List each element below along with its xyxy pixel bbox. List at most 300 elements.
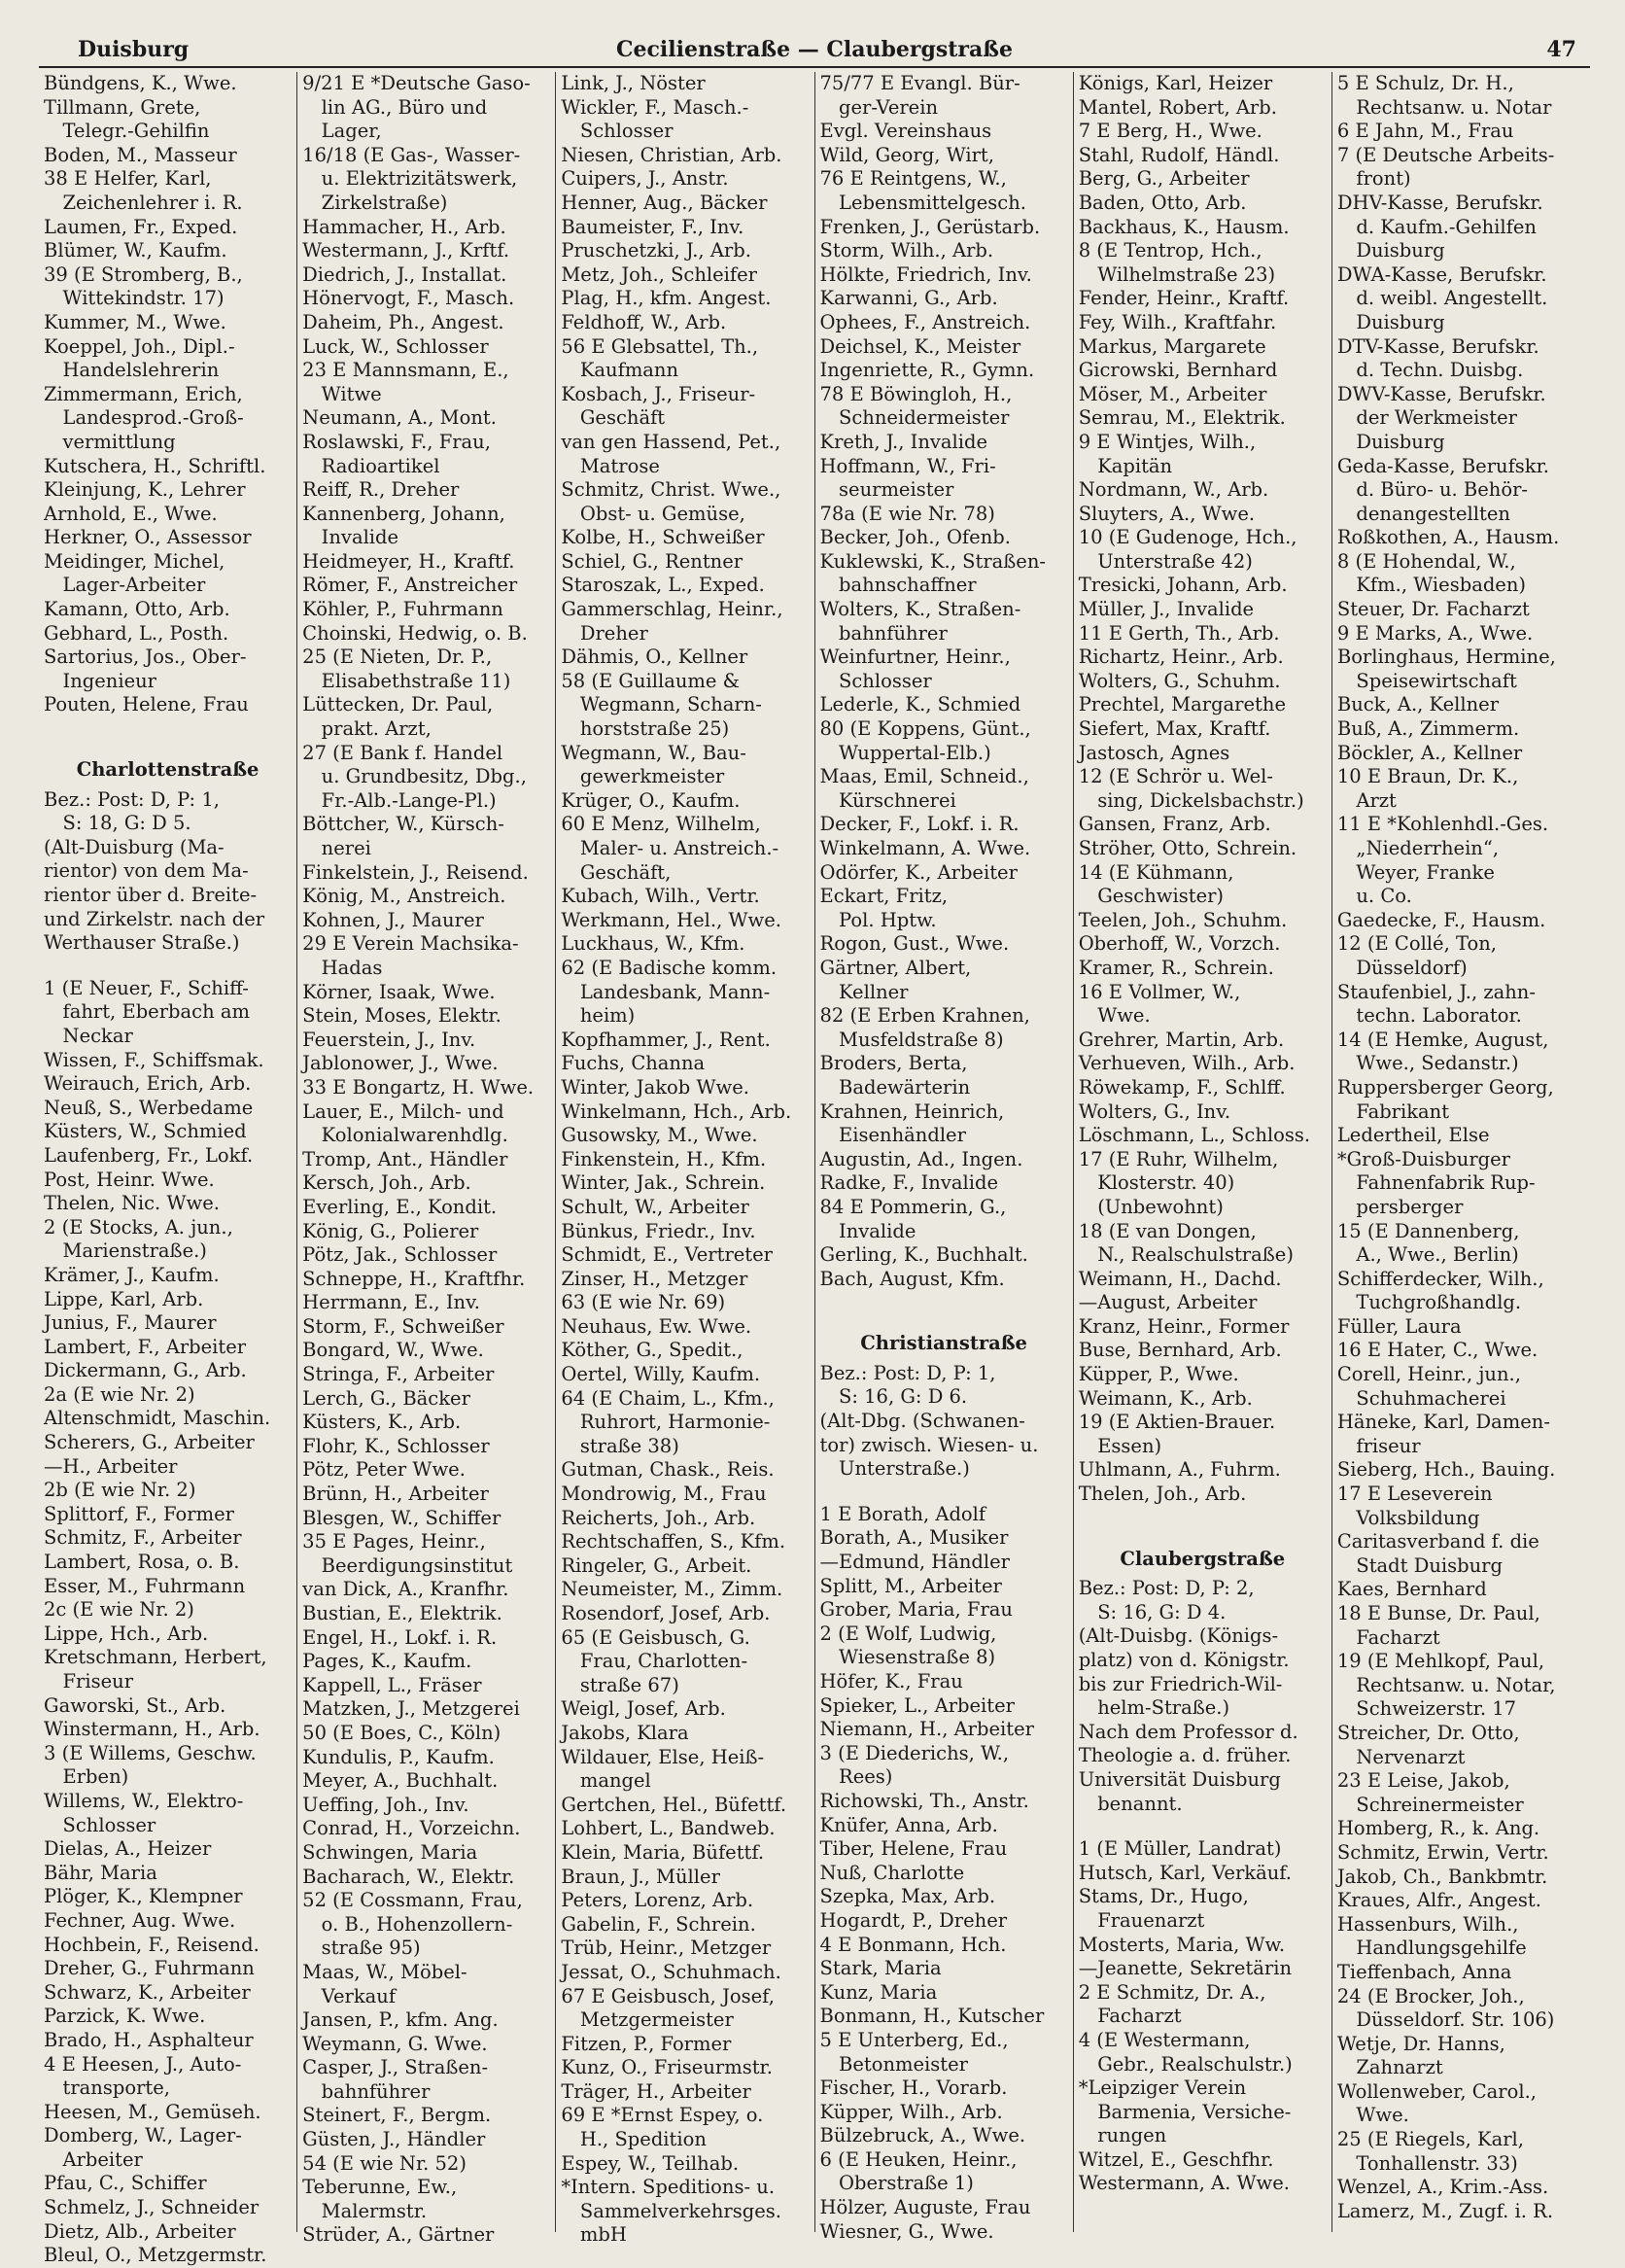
directory-entry: 16/18 (E Gas-, Wasser- bbox=[302, 143, 521, 166]
directory-entry: Mantel, Robert, Arb. bbox=[1078, 95, 1277, 119]
directory-entry: Splittorf, F., Former bbox=[44, 1502, 234, 1525]
directory-entry: 15 (E Dannenberg, bbox=[1336, 1219, 1520, 1242]
directory-entry: Dickermann, G., Arb. bbox=[44, 1359, 247, 1382]
directory-entry: Gicrowski, Bernhard bbox=[1078, 359, 1278, 382]
directory-entry: 29 E Verein Machsika- bbox=[302, 932, 519, 956]
directory-entry: Wiesenstraße 8) bbox=[819, 1646, 996, 1669]
directory-entry: helm-Straße.) bbox=[1078, 1696, 1230, 1720]
directory-entry: Krüger, O., Kaufm. bbox=[561, 788, 741, 812]
directory-entry: Fitzen, P., Former bbox=[561, 2032, 732, 2055]
directory-entry: 7 (E Deutsche Arbeits- bbox=[1336, 143, 1555, 166]
directory-entry: 67 E Geisbusch, Josef, bbox=[561, 1984, 775, 2007]
directory-entry: 69 E *Ernst Espey, o. bbox=[561, 2104, 764, 2127]
directory-entry: Homberg, R., k. Ang. bbox=[1336, 1817, 1540, 1840]
directory-entry: Lohbert, L., Bandweb. bbox=[561, 1817, 776, 1840]
directory-entry: Handlungsgehilfe bbox=[1336, 1937, 1527, 1960]
directory-entry: Böttcher, W., Kürsch- bbox=[302, 813, 504, 836]
directory-entry: Tuchgroßhandlg. bbox=[1336, 1291, 1522, 1314]
directory-entry: Stein, Moses, Elektr. bbox=[302, 1004, 501, 1028]
directory-entry: Schmitz, F., Arbeiter bbox=[44, 1526, 242, 1550]
directory-entry: Kaufmann bbox=[561, 359, 679, 382]
directory-entry: Küsters, W., Schmied bbox=[44, 1120, 247, 1143]
directory-entry: Schult, W., Arbeiter bbox=[561, 1195, 749, 1218]
directory-entry: Jakobs, Klara bbox=[561, 1721, 689, 1744]
directory-entry: Meidinger, Michel, bbox=[44, 549, 225, 573]
directory-entry: straße 38) bbox=[561, 1434, 679, 1457]
directory-entry: van Dick, A., Kranfhr. bbox=[302, 1578, 509, 1601]
directory-entry: Nordmann, W., Arb. bbox=[1078, 478, 1269, 502]
directory-entry: Kfm., Wiesbaden) bbox=[1336, 574, 1527, 597]
directory-entry: Betonmeister bbox=[819, 2052, 968, 2076]
directory-entry: Kuklewski, K., Straßen- bbox=[819, 549, 1046, 573]
directory-entry: Semrau, M., Elektrik. bbox=[1078, 406, 1286, 430]
directory-entry: 12 (E Schrör u. Wel- bbox=[1078, 765, 1273, 788]
directory-entry: Strüder, A., Gärtner bbox=[302, 2223, 495, 2247]
directory-entry: Steinert, F., Bergm. bbox=[302, 2104, 492, 2127]
directory-entry: Fuchs, Channa bbox=[561, 1052, 706, 1075]
directory-entry: Winkelmann, Hch., Arb. bbox=[561, 1099, 792, 1123]
directory-entry: Deichsel, K., Meister bbox=[819, 334, 1021, 358]
directory-entry: Essen) bbox=[1078, 1434, 1162, 1457]
directory-entry: Tonhallenstr. 33) bbox=[1336, 2151, 1518, 2175]
directory-entry: Schlosser bbox=[44, 1813, 156, 1836]
directory-entry: Gaworski, St., Arb. bbox=[44, 1693, 226, 1717]
directory-entry: Schmitz, Erwin, Vertr. bbox=[1336, 1840, 1549, 1864]
directory-entry: Luck, W., Schlosser bbox=[302, 334, 489, 358]
directory-entry: Facharzt bbox=[1336, 1625, 1440, 1649]
directory-entry: Körner, Isaak, Wwe. bbox=[302, 980, 496, 1003]
directory-entry: DWV-Kasse, Berufskr. bbox=[1336, 382, 1546, 405]
directory-entry: Invalide bbox=[302, 526, 399, 549]
directory-entry: S: 16, G: D 4. bbox=[1078, 1600, 1227, 1623]
directory-entry: Splitt, M., Arbeiter bbox=[819, 1574, 1002, 1597]
directory-entry: Streicher, Dr. Otto, bbox=[1336, 1721, 1520, 1744]
directory-entry: Krahnen, Heinrich, bbox=[819, 1099, 1005, 1123]
directory-entry: Köther, G., Spedit., bbox=[561, 1339, 743, 1362]
section-gap bbox=[1079, 1507, 1327, 1528]
directory-entry: 54 (E wie Nr. 52) bbox=[302, 2151, 467, 2175]
directory-entry: Westermann, A. Wwe. bbox=[1078, 2172, 1290, 2195]
directory-entry: Grehrer, Martin, Arb. bbox=[1078, 1028, 1285, 1051]
directory-entry: Weymann, G. Wwe. bbox=[302, 2032, 488, 2055]
directory-entry: Wwe. bbox=[1336, 2104, 1409, 2127]
directory-entry: Lager-Arbeiter bbox=[44, 574, 206, 597]
directory-entry: Wuppertal-Elb.) bbox=[819, 741, 991, 764]
directory-entry: Bustian, E., Elektrik. bbox=[302, 1602, 502, 1624]
directory-entry: Verhueven, Wilh., Arb. bbox=[1078, 1052, 1296, 1075]
directory-entry: Prechtel, Margarethe bbox=[1078, 693, 1286, 716]
directory-entry: 27 (E Bank f. Handel bbox=[302, 741, 503, 764]
page-number: 47 bbox=[1546, 37, 1576, 62]
directory-entry: Kürschnerei bbox=[819, 788, 956, 812]
directory-entry: *Leipziger Verein bbox=[1078, 2076, 1247, 2100]
directory-entry: 2a (E wie Nr. 2) bbox=[44, 1382, 195, 1406]
directory-entry: Rechtsanw. u. Notar, bbox=[1336, 1673, 1556, 1696]
directory-entry: Lager, bbox=[302, 120, 382, 143]
directory-entry: 4 E Heesen, J., Auto- bbox=[44, 2052, 242, 2076]
directory-entry: Gaedecke, F., Hausm. bbox=[1336, 908, 1546, 931]
directory-entry: Ruppersberger Georg, bbox=[1336, 1075, 1554, 1099]
column-1 bbox=[39, 72, 297, 2267]
directory-entry: Kretschmann, Herbert, bbox=[44, 1646, 267, 1669]
directory-entry: Lüttecken, Dr. Paul, bbox=[302, 693, 494, 716]
directory-entry: Gammerschlag, Heinr., bbox=[561, 598, 783, 621]
directory-entry: Laufenberg, Fr., Lokf. bbox=[44, 1143, 254, 1167]
directory-entry: Jakob, Ch., Bankbmtr. bbox=[1336, 1865, 1548, 1888]
directory-entry: Hönervogt, F., Masch. bbox=[302, 287, 515, 310]
directory-entry: Schlosser bbox=[561, 120, 674, 143]
directory-entry: und Zirkelstr. nach der bbox=[44, 907, 265, 930]
directory-entry: Henner, Aug., Bäcker bbox=[561, 191, 768, 214]
directory-entry: Weinfurtner, Heinr., bbox=[819, 646, 1011, 669]
directory-entry: Fr.-Alb.-Lange-Pl.) bbox=[302, 788, 497, 812]
directory-entry: Cuipers, J., Anstr. bbox=[561, 167, 729, 191]
directory-entry: Ophees, F., Anstreich. bbox=[819, 310, 1031, 333]
directory-entry: Zimmermann, Erich, bbox=[44, 382, 243, 405]
directory-entry: 78 E Böwingloh, H., bbox=[819, 382, 1013, 405]
directory-entry: Obst- u. Gemüse, bbox=[561, 502, 745, 525]
directory-entry: Schuhmacherei bbox=[1336, 1386, 1506, 1410]
directory-entry: Rechtsanw. u. Notar bbox=[1336, 95, 1552, 119]
directory-entry: Unterstraße 42) bbox=[1078, 549, 1253, 573]
directory-entry: Esser, M., Fuhrmann bbox=[44, 1574, 246, 1597]
directory-entry: 6 E Jahn, M., Frau bbox=[1336, 120, 1514, 143]
directory-entry: Kolbe, H., Schweißer bbox=[561, 526, 765, 549]
directory-entry: A., Wwe., Berlin) bbox=[1336, 1243, 1519, 1267]
directory-entry: Kummer, M., Wwe. bbox=[44, 310, 226, 333]
directory-entry: vermittlung bbox=[44, 430, 176, 453]
directory-entry: Niesen, Christian, Arb. bbox=[561, 143, 782, 166]
directory-entry: Geda-Kasse, Berufskr. bbox=[1336, 454, 1549, 477]
directory-entry: u. Elektrizitätswerk, bbox=[302, 167, 518, 191]
directory-entry: Grober, Maria, Frau bbox=[819, 1598, 1013, 1622]
directory-entry: Güsten, J., Händler bbox=[302, 2128, 486, 2151]
directory-entry: Füller, Laura bbox=[1336, 1314, 1462, 1338]
directory-entry: 1 (E Neuer, F., Schiff- bbox=[44, 976, 249, 999]
directory-entry: Volksbildung bbox=[1336, 1506, 1480, 1529]
directory-entry: Kopfhammer, J., Rent. bbox=[561, 1028, 771, 1051]
directory-entry: Malermstr. bbox=[302, 2199, 428, 2222]
directory-entry: Jessat, O., Schuhmach. bbox=[561, 1960, 781, 1983]
directory-entry: 5 E Unterberg, Ed., bbox=[819, 2028, 1009, 2051]
directory-entry: DWA-Kasse, Berufskr. bbox=[1336, 262, 1547, 286]
section-gap bbox=[820, 1482, 1068, 1503]
directory-entry: Niemann, H., Arbeiter bbox=[819, 1718, 1034, 1741]
directory-entry: Musfeldstraße 8) bbox=[819, 1028, 1004, 1051]
column-5 bbox=[1074, 72, 1332, 2232]
directory-entry: 58 (E Guillaume & bbox=[561, 669, 741, 692]
directory-entry: Fischer, H., Vorarb. bbox=[819, 2076, 1008, 2100]
directory-entry: Küpper, P., Wwe. bbox=[1078, 1363, 1239, 1386]
directory-entry: Pruschetzki, J., Arb. bbox=[561, 239, 751, 262]
directory-entry: Hammacher, H., Arb. bbox=[302, 215, 506, 238]
directory-entry: Duisburg bbox=[1336, 430, 1445, 453]
directory-entry: Tillmann, Grete, bbox=[44, 95, 201, 119]
directory-entry: Geschwister) bbox=[1078, 885, 1225, 908]
directory-entry: friseur bbox=[1336, 1434, 1421, 1457]
directory-entry: Fabrikant bbox=[1336, 1099, 1450, 1123]
directory-entry: Ruhrort, Harmonie- bbox=[561, 1411, 771, 1434]
directory-entry: Borlinghaus, Hermine, bbox=[1336, 646, 1556, 669]
directory-entry: Zinser, H., Metzger bbox=[561, 1267, 748, 1290]
directory-entry: Gansen, Franz, Arb. bbox=[1078, 813, 1271, 836]
directory-entry: 2 (E Stocks, A. jun., bbox=[44, 1215, 233, 1239]
directory-entry: Facharzt bbox=[1078, 2005, 1182, 2028]
directory-entry: Handelslehrerin bbox=[44, 359, 220, 382]
directory-entry: Schweizerstr. 17 bbox=[1336, 1697, 1517, 1721]
directory-entry: d. Techn. Duisbg. bbox=[1336, 359, 1524, 382]
column-2 bbox=[297, 72, 556, 2247]
street-heading: Charlottenstraße bbox=[76, 758, 259, 782]
directory-entry: 3 (E Diederichs, W., bbox=[819, 1741, 1010, 1764]
directory-entry: Ringeler, G., Arbeit. bbox=[561, 1553, 752, 1577]
directory-entry: Radioartikel bbox=[302, 454, 440, 477]
directory-entry: bahnführer bbox=[819, 621, 948, 645]
directory-entry: Dietz, Alb., Arbeiter bbox=[44, 2219, 236, 2243]
directory-entry: Trüb, Heinr., Metzger bbox=[561, 1937, 772, 1960]
directory-entry: Baden, Otto, Arb. bbox=[1078, 191, 1247, 214]
directory-entry: Schwingen, Maria bbox=[302, 1840, 478, 1864]
directory-entry: Wollenweber, Carol., bbox=[1336, 2079, 1537, 2103]
directory-entry: Löschmann, L., Schloss. bbox=[1078, 1124, 1311, 1147]
directory-entry: Pötz, Peter Wwe. bbox=[302, 1458, 466, 1482]
directory-entry: Richartz, Heinr., Arb. bbox=[1078, 646, 1284, 669]
directory-entry: bis zur Friedrich-Wil- bbox=[1078, 1672, 1283, 1695]
directory-entry: 39 (E Stromberg, B., bbox=[44, 262, 243, 286]
directory-entry: Nervenarzt bbox=[1336, 1745, 1466, 1768]
directory-entry: 12 (E Collé, Ton, bbox=[1336, 932, 1497, 956]
directory-entry: Feldhoff, W., Arb. bbox=[561, 310, 727, 333]
directory-entry: 1 (E Müller, Landrat) bbox=[1078, 1837, 1282, 1861]
directory-entry: Klein, Maria, Büfettf. bbox=[561, 1840, 765, 1864]
directory-entry: Frau, Charlotten- bbox=[561, 1650, 748, 1673]
directory-entry: Gerling, K., Buchhalt. bbox=[819, 1243, 1028, 1267]
directory-entry: Düsseldorf. Str. 106) bbox=[1336, 2008, 1555, 2032]
directory-entry: Backhaus, K., Hausm. bbox=[1078, 215, 1290, 238]
directory-entry: Altenschmidt, Maschin. bbox=[44, 1407, 271, 1430]
directory-entry: Bez.: Post: D, P: 1, bbox=[819, 1361, 996, 1384]
directory-entry: 25 (E Nieten, Dr. P., bbox=[302, 646, 493, 669]
directory-entry: Geschäft bbox=[561, 406, 666, 430]
directory-entry: Kappell, L., Fräser bbox=[302, 1673, 482, 1696]
directory-entry: Gutman, Chask., Reis. bbox=[561, 1458, 775, 1482]
directory-entry: denangestellten bbox=[1336, 502, 1510, 525]
directory-entry: Schifferdecker, Wilh., bbox=[1336, 1267, 1544, 1290]
directory-entry: Corell, Heinr., jun., bbox=[1336, 1363, 1521, 1386]
directory-entry: Invalide bbox=[819, 1219, 916, 1242]
directory-entry: Böckler, A., Kellner bbox=[1336, 741, 1523, 764]
directory-entry: Borath, A., Musiker bbox=[819, 1526, 1009, 1550]
directory-entry: bahnführer bbox=[302, 2079, 431, 2103]
directory-entry: (Alt-Duisburg (Ma- bbox=[44, 835, 225, 858]
directory-entry: 52 (E Cossmann, Frau, bbox=[302, 1889, 523, 1912]
directory-entry: Wwe. bbox=[1078, 1004, 1151, 1028]
directory-entry: 17 (E Ruhr, Wilhelm, bbox=[1078, 1147, 1279, 1170]
directory-entry: Post, Heinr. Wwe. bbox=[44, 1168, 215, 1191]
directory-entry: Kreth, J., Invalide bbox=[819, 430, 988, 453]
section-gap bbox=[44, 956, 292, 977]
directory-entry: straße 95) bbox=[302, 1937, 421, 1960]
directory-entry: Plag, H., kfm. Angest. bbox=[561, 287, 772, 310]
directory-entry: Roslawski, F., Frau, bbox=[302, 430, 491, 453]
directory-entry: Boden, M., Masseur bbox=[44, 143, 237, 166]
directory-entry: N., Realschulstraße) bbox=[1078, 1243, 1294, 1267]
directory-entry: Wild, Georg, Wirt, bbox=[819, 143, 994, 166]
directory-entry: Engel, H., Lokf. i. R. bbox=[302, 1625, 498, 1649]
directory-entry: Mondrowig, M., Frau bbox=[561, 1483, 767, 1506]
directory-entry: Universität Duisburg bbox=[1078, 1767, 1281, 1791]
directory-entry: 2 E Schmitz, Dr. A., bbox=[1078, 1980, 1266, 2004]
directory-entry: Matzken, J., Metzgerei bbox=[302, 1697, 520, 1721]
directory-entry: Duisburg bbox=[1336, 239, 1445, 262]
directory-entry: Oertel, Willy, Kaufm. bbox=[561, 1363, 761, 1386]
directory-entry: Krämer, J., Kaufm. bbox=[44, 1263, 220, 1286]
directory-entry: „Niederrhein“, bbox=[1336, 837, 1500, 859]
directory-entry: Brünn, H., Arbeiter bbox=[302, 1483, 489, 1506]
directory-entry: Spieker, L., Arbeiter bbox=[819, 1693, 1015, 1717]
directory-entry: Flohr, K., Schlosser bbox=[302, 1434, 490, 1457]
directory-entry: Kranz, Heinr., Former bbox=[1078, 1314, 1290, 1338]
directory-entry: Neuhaus, Ew. Wwe. bbox=[561, 1314, 752, 1338]
directory-entry: sing, Dickelsbachstr.) bbox=[1078, 788, 1304, 812]
directory-entry: Kundulis, P., Kaufm. bbox=[302, 1745, 495, 1768]
directory-entry: Kraues, Alfr., Angest. bbox=[1336, 1889, 1541, 1912]
directory-entry: Hadas bbox=[302, 956, 383, 979]
directory-entry: Wissen, F., Schiffsmak. bbox=[44, 1048, 264, 1071]
directory-entry: Düsseldorf) bbox=[1336, 956, 1468, 979]
directory-entry: Frauenarzt bbox=[1078, 1908, 1205, 1932]
directory-entry: 33 E Bongartz, H. Wwe. bbox=[302, 1075, 535, 1099]
directory-entry: nerei bbox=[302, 837, 371, 859]
directory-entry: Diedrich, J., Installat. bbox=[302, 262, 507, 286]
directory-entry: Neumann, A., Mont. bbox=[302, 406, 497, 430]
directory-entry: DHV-Kasse, Berufskr. bbox=[1336, 191, 1543, 214]
directory-entry: 82 (E Erben Krahnen, bbox=[819, 1004, 1030, 1028]
directory-entry: 18 E Bunse, Dr. Paul, bbox=[1336, 1602, 1540, 1624]
directory-entry: 63 (E wie Nr. 69) bbox=[561, 1291, 726, 1314]
directory-entry: Kramer, R., Schrein. bbox=[1078, 956, 1274, 979]
directory-entry: 24 (E Brocker, Joh., bbox=[1336, 1984, 1525, 2007]
directory-entry: Link, J., Nöster bbox=[561, 72, 706, 94]
directory-entry: Knüfer, Anna, Arb. bbox=[819, 1813, 998, 1836]
directory-entry: Tresicki, Johann, Arb. bbox=[1078, 574, 1288, 597]
directory-entry: Reicherts, Joh., Arb. bbox=[561, 1506, 756, 1529]
directory-entry: Köhler, P., Fuhrmann bbox=[302, 598, 503, 621]
directory-entry: Koeppel, Joh., Dipl.- bbox=[44, 334, 235, 358]
directory-entry: Witzel, E., Geschfhr. bbox=[1078, 2147, 1274, 2171]
directory-entry: Pol. Hptw. bbox=[819, 908, 937, 931]
header-city: Duisburg bbox=[78, 37, 190, 62]
directory-entry: Kunz, O., Friseurmstr. bbox=[561, 2056, 773, 2079]
directory-entry: Pfau, C., Schiffer bbox=[44, 2172, 207, 2195]
directory-entry: Bach, August, Kfm. bbox=[819, 1267, 1005, 1290]
directory-entry: fahrt, Eberbach am bbox=[44, 1000, 250, 1024]
directory-entry: Wittekindstr. 17) bbox=[44, 287, 225, 310]
directory-entry: 75/77 E Evangl. Bür- bbox=[819, 72, 1020, 94]
directory-entry: Becker, Joh., Ofenb. bbox=[819, 526, 1011, 549]
directory-entry: Römer, F., Anstreicher bbox=[302, 574, 518, 597]
directory-entry: Mosterts, Maria, Ww. bbox=[1078, 1933, 1286, 1956]
directory-entry: Kamann, Otto, Arb. bbox=[44, 598, 230, 621]
directory-entry: Richowski, Th., Anstr. bbox=[819, 1789, 1029, 1812]
directory-entry: Heidmeyer, H., Kraftf. bbox=[302, 549, 515, 573]
directory-entry: Bleul, O., Metzgermstr. bbox=[44, 2244, 267, 2267]
directory-entry: Buß, A., Zimmerm. bbox=[1336, 717, 1520, 741]
directory-entry: Hoffmann, W., Fri- bbox=[819, 454, 996, 477]
directory-entry: 64 (E Chaim, L., Kfm., bbox=[561, 1386, 775, 1410]
directory-entry: *Intern. Speditions- u. bbox=[561, 2176, 776, 2199]
directory-entry: Odörfer, K., Arbeiter bbox=[819, 860, 1018, 884]
directory-entry: 7 E Berg, H., Wwe. bbox=[1078, 120, 1262, 143]
directory-entry: tor) zwisch. Wiesen- u. bbox=[819, 1433, 1039, 1456]
directory-entry: 38 E Helfer, Karl, bbox=[44, 167, 212, 191]
directory-entry: Dreher, G., Fuhrmann bbox=[44, 1957, 255, 1980]
directory-entry: Staufenbiel, J., zahn- bbox=[1336, 980, 1536, 1003]
directory-entry: rientor über d. Breite- bbox=[44, 884, 258, 906]
directory-entry: transporte, bbox=[44, 2076, 170, 2100]
directory-entry: Meyer, A., Buchhalt. bbox=[302, 1769, 499, 1793]
directory-entry: Neckar bbox=[44, 1024, 133, 1047]
directory-entry: Schneidermeister bbox=[819, 406, 1010, 430]
directory-entry: platz) von d. Königstr. bbox=[1078, 1649, 1290, 1671]
directory-entry: Schwarz, K., Arbeiter bbox=[44, 1980, 251, 2004]
directory-entry: lin AG., Büro und bbox=[302, 95, 488, 119]
directory-entry: Oberstraße 1) bbox=[819, 2172, 974, 2195]
directory-entry: 18 (E van Dongen, bbox=[1078, 1219, 1257, 1242]
directory-entry: Dähmis, O., Kellner bbox=[561, 646, 748, 669]
directory-entry: Rees) bbox=[819, 1765, 893, 1789]
directory-entry: 9/21 E *Deutsche Gaso- bbox=[302, 72, 531, 94]
directory-entry: Ingenriette, R., Gymn. bbox=[819, 359, 1035, 382]
directory-entry: Finkenstein, H., Kfm. bbox=[561, 1147, 767, 1170]
directory-entry: Gusowsky, M., Wwe. bbox=[561, 1124, 758, 1147]
directory-entry: front) bbox=[1336, 167, 1411, 191]
directory-entry: Decker, F., Lokf. i. R. bbox=[819, 813, 1020, 836]
directory-entry: Kohnen, J., Maurer bbox=[302, 908, 484, 931]
directory-entry: Pouten, Helene, Frau bbox=[44, 693, 249, 716]
directory-entry: Klosterstr. 40) bbox=[1078, 1171, 1235, 1195]
directory-entry: Rogon, Gust., Wwe. bbox=[819, 932, 1010, 956]
directory-entry: Kersch, Joh., Arb. bbox=[302, 1171, 471, 1195]
directory-entry: Maler- u. Anstreich.- bbox=[561, 837, 779, 859]
directory-entry: 9 E Marks, A., Wwe. bbox=[1336, 621, 1534, 645]
header-street-range: Cecilienstraße — Claubergstraße bbox=[616, 37, 1013, 62]
directory-entry: Weyer, Franke bbox=[1336, 860, 1495, 884]
directory-entry: Heesen, M., Gemüseh. bbox=[44, 2100, 261, 2123]
directory-entry: Nach dem Professor d. bbox=[1078, 1720, 1298, 1743]
directory-entry: Bündgens, K., Wwe. bbox=[44, 72, 237, 94]
columns bbox=[39, 72, 1590, 2267]
directory-entry: Kaes, Bernhard bbox=[1336, 1578, 1487, 1601]
directory-entry: Metz, Joh., Schleifer bbox=[561, 262, 757, 286]
directory-entry: Lippe, Hch., Arb. bbox=[44, 1622, 209, 1645]
directory-entry: Plöger, K., Klempner bbox=[44, 1885, 243, 1908]
directory-entry: Everling, E., Kondit. bbox=[302, 1195, 498, 1218]
directory-entry: Bünkus, Friedr., Inv. bbox=[561, 1219, 756, 1242]
directory-entry: Lamerz, M., Zugf. i. R. bbox=[1336, 2199, 1554, 2222]
directory-entry: —August, Arbeiter bbox=[1078, 1291, 1258, 1314]
directory-entry: techn. Laborator. bbox=[1336, 1004, 1522, 1028]
directory-entry: 10 (E Gudenoge, Hch., bbox=[1078, 526, 1297, 549]
directory-entry: Werthauser Straße.) bbox=[44, 931, 240, 955]
directory-entry: Roßkothen, A., Hausm. bbox=[1336, 526, 1560, 549]
directory-entry: DTV-Kasse, Berufskr. bbox=[1336, 334, 1539, 358]
directory-entry: Berg, G., Arbeiter bbox=[1078, 167, 1250, 191]
directory-entry: Häneke, Karl, Damen- bbox=[1336, 1411, 1550, 1434]
directory-entry: Landesbank, Mann- bbox=[561, 980, 771, 1003]
section-gap bbox=[820, 1291, 1068, 1312]
directory-entry: Herrmann, E., Inv. bbox=[302, 1291, 480, 1314]
